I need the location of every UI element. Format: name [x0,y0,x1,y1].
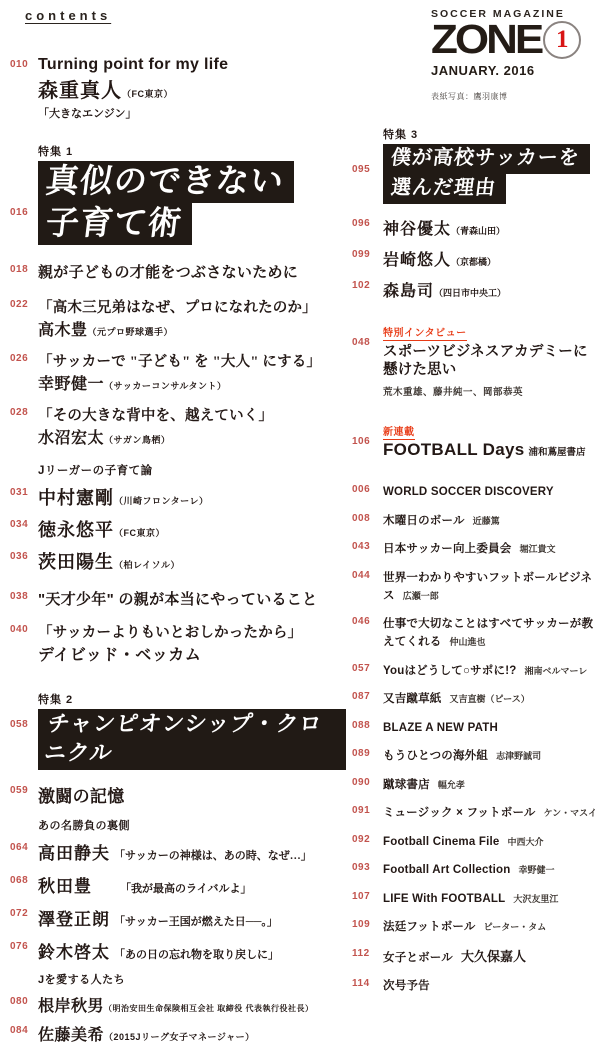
entry-author: ピーター・タム [483,922,547,933]
page-number: 022 [10,298,29,310]
entry-person [38,425,346,448]
entry-author: 志津野誠司 [496,751,542,762]
person-affiliation: （元プロ野球選手） [87,326,174,337]
logo-row [431,18,593,62]
magazine-name: SOCCER MAGAZINE [431,8,565,20]
page-number: 016 [10,207,29,218]
entry-title: "天才少年" の親が本当にやっていること [38,590,318,608]
entry-title: 木曜日のボール [383,514,465,527]
person-affiliation: （サガン鳥栖） [104,434,171,445]
toc-entry [352,482,598,500]
toc-entry [352,539,598,557]
person-name: 高田静夫 [38,844,110,864]
left-column [10,8,346,1045]
toc-entry [10,782,346,807]
subsection-header: Jを愛する人たち [38,974,126,987]
person-affiliation: （FC東京） [122,89,173,99]
entry-title: 蹴球書店 [383,778,430,791]
person-affiliation: （四日市中央工） [434,288,507,298]
page-number: 095 [352,164,371,175]
entry-title: 親が子どもの才能をつぶさないために [38,263,299,281]
new-serial-entry [352,422,598,460]
person-name: 秋田豊 [38,877,92,897]
toc-entry [352,216,598,239]
page-number: 010 [10,59,29,70]
page-number: 044 [352,569,371,581]
person-name: 森重真人 [38,80,122,102]
entry-title: BLAZE A NEW PATH [383,721,498,734]
special-interview-label: 特別インタビュー [383,324,467,341]
issue-number: 1 [555,26,569,53]
toc-entry [10,938,346,963]
person-name: 幸野健一 [38,375,105,393]
toc-entry [10,548,346,574]
entry-person [38,993,346,1016]
page-number: 084 [10,1025,29,1037]
person-affiliation: （明治安田生命保険相互会社 取締役 代表執行役社長） [104,1004,314,1014]
toc-entry [352,860,598,878]
page-number: 092 [352,833,371,845]
entry-quote: 「その大きな背中を、越えていく」 [38,407,274,424]
entry-person [38,548,346,574]
page-number: 102 [352,280,371,291]
feature1-banner-row [10,161,346,245]
page-number: 099 [352,249,371,260]
person-affiliation: （京都橘） [451,257,497,267]
entry-title: 世界一わかりやすいフットボールビジネス [383,571,593,602]
entry-title: 法廷フットボール [383,921,476,934]
toc-entry [352,718,598,736]
person-affiliation: （川崎フロンターレ） [114,495,209,506]
entry-quote: 「高木三兄弟はなぜ、プロになれたのか」 [38,299,317,316]
entry-author: ケン・マスイ [543,808,597,819]
entry-quote: 「サッカーよりもいとおしかったから」 [38,624,303,641]
entry-author: 大久保嘉人 [460,948,526,964]
page-number: 006 [352,484,371,496]
page-number: 076 [10,941,29,953]
entry-title: 仕事で大切なことはすべてサッカーが教えてくれる [383,618,594,649]
toc-entry [10,621,346,665]
page-number: 090 [352,776,371,788]
toc-entry [10,588,346,609]
toc-entry [10,484,346,510]
entry-quote: 「サッカーで "子ども" を "大人" にする」 [38,353,322,370]
toc-entry [352,511,598,529]
entry-title: Youはどうして○サポに!? [383,664,517,677]
toc-entry [352,946,598,966]
person-name: 高木豊 [38,321,88,339]
toc-entry [352,976,598,994]
page-number: 059 [10,785,29,797]
toc-entry [10,872,346,897]
page-number: 031 [10,486,29,498]
entry-title-line2: 懸けた思い [383,362,457,379]
zone-logo: ZONE [431,17,542,63]
entry-quote: 「サッカー王国が燃えた日──。」 [114,916,278,929]
entry-title: もうひとつの海外組 [383,750,489,763]
entry-author: 大沢友里江 [513,893,559,904]
feature2-title: チャンピオンシップ・クロニクル [38,709,346,770]
page-number: 058 [10,718,29,730]
page-number: 088 [352,719,371,731]
person-name: デイビッド・ベッカム [38,646,202,664]
entry-title: Football Cinema File [383,835,500,848]
entry-author: 中西大介 [507,836,544,847]
person-affiliation: （2015Jリーグ女子マネージャー） [104,1032,255,1043]
toc-entry [352,832,598,850]
entry-person [38,516,346,542]
entry-person [383,247,598,270]
entry-title: LIFE With FOOTBALL [383,892,506,905]
page-number: 038 [10,590,29,602]
right-column [352,126,598,1005]
page-number: 064 [10,842,29,854]
page-number: 109 [352,919,371,931]
subsection-header: あの名勝負の裏側 [38,820,130,833]
page-number: 018 [10,263,29,275]
toc-entry [352,775,598,793]
toc-entry [10,261,346,282]
toc-entry [10,296,346,340]
entry-title: Football Art Collection [383,864,511,877]
person-name: 神谷優太 [383,221,452,238]
toc-entry [352,278,598,301]
page-number: 091 [352,805,371,817]
entry-author: 仲山進也 [449,637,486,648]
feature3-title-line2: 選んだ理由 [383,174,506,204]
entry-author: 幸野健一 [518,865,555,876]
person-name: 森島司 [383,283,435,300]
toc-entry [352,614,598,650]
entry-title: 激闘の記憶 [38,787,125,807]
page-number: 096 [352,218,371,229]
entry-author: 幅允孝 [437,779,465,790]
person-name: 水沼宏太 [38,429,105,447]
page-number: 057 [352,662,371,674]
feature3-banner [383,144,598,204]
toc-entry [352,568,598,604]
person-name: 徳永悠平 [38,519,114,540]
person-name: 佐藤美希 [38,1027,105,1045]
page-number: 093 [352,862,371,874]
entry-quote: 「我が最高のライバルよ」 [120,883,252,896]
issue-number-badge [543,21,581,59]
feature1-title-line1: 真似のできない [38,161,294,203]
entry-title: Turning point for my life [38,56,229,73]
page-number: 080 [10,996,29,1008]
feature2-label: 特集 2 [38,693,74,706]
entry-title-row [383,440,598,460]
entry-title: FOOTBALL Days [383,440,525,460]
page-number: 026 [10,352,29,364]
cover-photo-credit: 表紙写真：鷹羽康博 [431,92,508,101]
page-number: 114 [352,978,370,990]
toc-entry [352,689,598,707]
entry-title: 日本サッカー向上委員会 [383,543,512,556]
page-number: 036 [10,550,29,562]
toc-entry [10,404,346,448]
entry-quote: 「大きなエンジン」 [38,108,137,120]
entry-author: 堀江貴文 [519,544,556,555]
toc-entry [352,746,598,764]
toc-entry [10,516,346,542]
entry-person [38,317,346,340]
contents-label: contents [25,8,112,23]
regular-sections-list [352,482,598,994]
entry-author: 広瀬一郎 [402,590,439,601]
entry-title: 又吉蹴草紙 [383,693,442,706]
entry-person [383,216,598,239]
person-name: 根岸秋男 [38,998,105,1016]
person-affiliation: （柏レイソル） [114,559,181,570]
entry-author: 近藤篤 [472,515,500,526]
person-affiliation: （FC東京） [114,527,165,538]
toc-entry [352,247,598,270]
entry-person [38,371,346,394]
toc-entry [352,889,598,907]
toc-entry [10,905,346,930]
entry-author: 浦和蔦屋書店 [528,447,586,459]
entry-person [38,484,346,510]
toc-entry [352,661,598,679]
entry-quote: 「あの日の忘れ物を取り戻しに」 [114,949,279,962]
feature1-banner [38,161,346,245]
person-name: 岩崎悠人 [383,252,452,269]
entry-title: 女子とボール [383,951,453,964]
page-number: 048 [352,337,371,348]
page-number: 008 [352,512,371,524]
page-number: 087 [352,691,371,703]
entry-title-line1: スポーツビジネスアカデミーに [383,344,588,360]
page-number: 028 [10,406,29,418]
feature3-title-line1: 僕が高校サッカーを [383,144,590,174]
interviewee-names: 荒木重雄、藤井純一、岡部恭英 [383,387,524,399]
entry-person [383,278,598,301]
entry-author: 又吉直樹（ピース） [449,694,530,705]
person-affiliation: （サッカーコンサルタント） [104,380,227,391]
toc-entry-opening [10,56,346,121]
issue-date: JANUARY. 2016 [431,63,535,78]
toc-entry [10,993,346,1016]
toc-entry [352,803,598,821]
person-name: 澤登正朗 [38,910,110,930]
subsection-header: Jリーガーの子育て論 [38,464,153,477]
feature3-banner-row [352,144,598,204]
entry-person [38,1022,346,1045]
person-affiliation: （青森山田） [451,226,506,236]
person-name: 鈴木啓太 [38,943,110,963]
entry-quote: 「サッカーの神様は、あの時、なぜ…」 [114,850,312,863]
entry-title: ミュージック × フットボール [383,807,536,820]
new-serial-label: 新連載 [383,423,415,440]
entry-person [38,74,346,103]
entry-person [38,938,346,963]
page-number: 112 [352,947,370,959]
page-number: 089 [352,748,371,760]
feature2-banner-row [10,709,346,770]
feature2-banner [38,709,346,770]
person-name: 中村憲剛 [38,487,114,508]
entry-title: 次号予告 [383,980,430,993]
entry-author: 湘南ベルマーレ [524,665,588,676]
toc-entry [352,917,598,935]
masthead [431,8,593,102]
entry-person [38,872,346,897]
entry-title: WORLD SOCCER DISCOVERY [383,486,554,499]
feature3-label: 特集 3 [383,129,419,141]
page-number: 072 [10,908,29,920]
toc-entry [10,839,346,864]
page-number: 106 [352,436,371,448]
page-number: 068 [10,875,29,887]
feature1-label: 特集 1 [38,146,74,158]
entry-person [38,905,346,930]
page-number: 040 [10,623,29,635]
page-number: 107 [352,890,371,902]
page-number: 046 [352,616,371,628]
person-name: 茨田陽生 [38,551,114,572]
feature1-title-line2: 子育て術 [38,203,192,245]
toc-entry [10,350,346,394]
page-number: 043 [352,541,371,553]
toc-entry [10,1022,346,1045]
special-interview-entry [352,323,598,398]
page-number: 034 [10,518,29,530]
entry-person [38,839,346,864]
